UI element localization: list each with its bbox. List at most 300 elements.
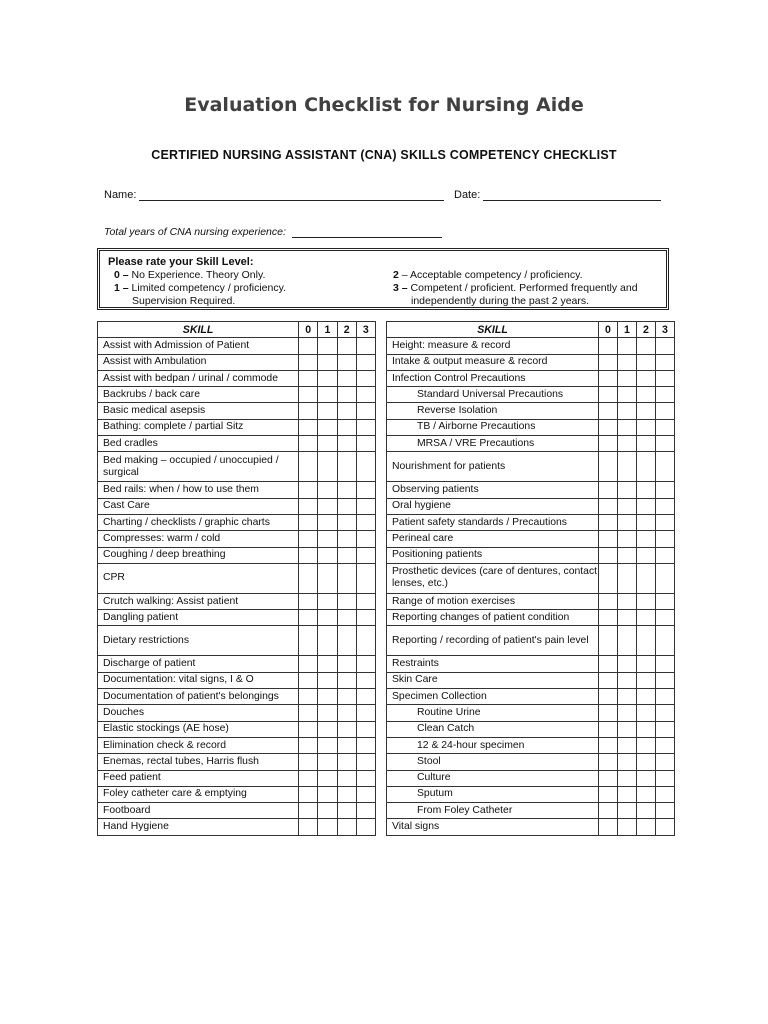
rating-cell-2[interactable] xyxy=(637,610,656,626)
table-row xyxy=(387,786,675,802)
rating-cell-1[interactable] xyxy=(618,770,637,786)
table-row xyxy=(387,419,675,435)
rating-cell-3[interactable] xyxy=(656,689,675,705)
skill-cell: Coughing / deep breathing xyxy=(98,547,299,563)
table-row xyxy=(98,737,376,753)
rating-level-1-note: Supervision Required. xyxy=(132,295,236,307)
rating-cell-2[interactable] xyxy=(337,610,356,626)
rating-cell-1[interactable] xyxy=(618,419,637,435)
rating-cell-1[interactable] xyxy=(618,689,637,705)
rating-cell-1[interactable] xyxy=(318,705,337,721)
rating-cell-0[interactable] xyxy=(299,338,318,354)
rating-cell-3[interactable] xyxy=(356,338,375,354)
rating-cell-0[interactable] xyxy=(299,370,318,386)
table-row xyxy=(98,803,376,819)
rating-cell-3[interactable] xyxy=(356,387,375,403)
table-row xyxy=(98,754,376,770)
table-row xyxy=(98,656,376,672)
rating-cell-1[interactable] xyxy=(618,721,637,737)
table-row xyxy=(98,819,376,835)
rating-cell-2[interactable] xyxy=(337,754,356,770)
experience-field[interactable] xyxy=(104,226,442,238)
rating-cell-1[interactable] xyxy=(318,770,337,786)
skill-cell: Reverse Isolation xyxy=(387,403,599,419)
rating-cell-1[interactable] xyxy=(618,531,637,547)
rating-legend xyxy=(97,248,669,310)
rating-cell-3[interactable] xyxy=(656,498,675,514)
rating-cell-2[interactable] xyxy=(637,786,656,802)
rating-cell-0[interactable] xyxy=(299,803,318,819)
document-title: Evaluation Checklist for Nursing Aide xyxy=(184,94,584,116)
skill-cell: Nourishment for patients xyxy=(387,452,599,482)
level-3-header: 3 xyxy=(656,322,675,338)
rating-cell-1[interactable] xyxy=(618,563,637,593)
skill-cell: Assist with bedpan / urinal / commode xyxy=(98,370,299,386)
rating-header: Please rate your Skill Level: xyxy=(108,256,254,268)
rating-cell-2[interactable] xyxy=(337,514,356,530)
rating-cell-1[interactable] xyxy=(618,403,637,419)
rating-cell-0[interactable] xyxy=(299,514,318,530)
rating-cell-3[interactable] xyxy=(656,626,675,656)
rating-cell-3[interactable] xyxy=(356,563,375,593)
experience-input-line[interactable] xyxy=(292,226,442,238)
rating-cell-2[interactable] xyxy=(637,403,656,419)
rating-cell-0[interactable] xyxy=(599,563,618,593)
rating-cell-0[interactable] xyxy=(299,563,318,593)
rating-cell-2[interactable] xyxy=(637,721,656,737)
rating-cell-1[interactable] xyxy=(318,482,337,498)
rating-cell-2[interactable] xyxy=(337,786,356,802)
rating-cell-0[interactable] xyxy=(299,754,318,770)
rating-cell-0[interactable] xyxy=(599,754,618,770)
rating-cell-3[interactable] xyxy=(356,672,375,688)
rating-cell-2[interactable] xyxy=(337,563,356,593)
rating-cell-1[interactable] xyxy=(618,338,637,354)
rating-cell-3[interactable] xyxy=(356,514,375,530)
rating-cell-0[interactable] xyxy=(299,482,318,498)
skill-cell: Skin Care xyxy=(387,672,599,688)
rating-cell-2[interactable] xyxy=(337,672,356,688)
rating-cell-2[interactable] xyxy=(337,803,356,819)
rating-cell-1[interactable] xyxy=(318,737,337,753)
rating-cell-0[interactable] xyxy=(599,626,618,656)
level-0-header: 0 xyxy=(599,322,618,338)
table-row xyxy=(98,626,376,656)
rating-cell-3[interactable] xyxy=(356,626,375,656)
rating-level-3-note: independently during the past 2 years. xyxy=(411,295,590,307)
skill-cell: Elastic stockings (AE hose) xyxy=(98,721,299,737)
skill-cell: Discharge of patient xyxy=(98,656,299,672)
rating-cell-1[interactable] xyxy=(618,786,637,802)
skill-cell: Clean Catch xyxy=(387,721,599,737)
table-row xyxy=(387,403,675,419)
rating-cell-3[interactable] xyxy=(356,721,375,737)
rating-cell-1[interactable] xyxy=(318,754,337,770)
rating-cell-2[interactable] xyxy=(337,354,356,370)
table-row xyxy=(98,387,376,403)
skill-cell: Elimination check & record xyxy=(98,737,299,753)
rating-cell-3[interactable] xyxy=(356,419,375,435)
rating-cell-2[interactable] xyxy=(637,452,656,482)
skill-column-header: SKILL xyxy=(387,322,599,338)
rating-cell-1[interactable] xyxy=(318,656,337,672)
rating-cell-1[interactable] xyxy=(318,626,337,656)
rating-cell-0[interactable] xyxy=(599,547,618,563)
rating-cell-1[interactable] xyxy=(618,705,637,721)
rating-cell-2[interactable] xyxy=(637,531,656,547)
rating-cell-0[interactable] xyxy=(599,338,618,354)
rating-cell-3[interactable] xyxy=(656,531,675,547)
rating-cell-2[interactable] xyxy=(637,387,656,403)
rating-cell-0[interactable] xyxy=(299,737,318,753)
skill-cell: Assist with Ambulation xyxy=(98,354,299,370)
rating-cell-0[interactable] xyxy=(599,656,618,672)
rating-cell-1[interactable] xyxy=(318,452,337,482)
rating-cell-1[interactable] xyxy=(618,354,637,370)
rating-cell-1[interactable] xyxy=(318,387,337,403)
rating-cell-1[interactable] xyxy=(318,786,337,802)
rating-cell-3[interactable] xyxy=(356,803,375,819)
skill-cell: Specimen Collection xyxy=(387,689,599,705)
rating-cell-3[interactable] xyxy=(656,610,675,626)
rating-cell-3[interactable] xyxy=(356,737,375,753)
rating-cell-0[interactable] xyxy=(599,498,618,514)
rating-cell-1[interactable] xyxy=(318,819,337,835)
rating-cell-2[interactable] xyxy=(337,387,356,403)
rating-cell-0[interactable] xyxy=(599,531,618,547)
table-row xyxy=(387,689,675,705)
rating-cell-3[interactable] xyxy=(656,370,675,386)
rating-cell-2[interactable] xyxy=(337,626,356,656)
rating-cell-0[interactable] xyxy=(599,786,618,802)
rating-cell-2[interactable] xyxy=(637,737,656,753)
rating-cell-0[interactable] xyxy=(299,436,318,452)
rating-cell-2[interactable] xyxy=(637,354,656,370)
rating-cell-3[interactable] xyxy=(656,705,675,721)
rating-cell-2[interactable] xyxy=(637,754,656,770)
rating-cell-3[interactable] xyxy=(356,531,375,547)
rating-cell-3[interactable] xyxy=(356,705,375,721)
rating-cell-1[interactable] xyxy=(618,498,637,514)
rating-cell-1[interactable] xyxy=(318,803,337,819)
rating-cell-3[interactable] xyxy=(656,482,675,498)
table-row xyxy=(98,403,376,419)
skill-cell: Crutch walking: Assist patient xyxy=(98,593,299,609)
table-row xyxy=(387,737,675,753)
rating-cell-0[interactable] xyxy=(599,610,618,626)
rating-cell-0[interactable] xyxy=(299,498,318,514)
rating-cell-2[interactable] xyxy=(637,593,656,609)
rating-cell-1[interactable] xyxy=(318,593,337,609)
rating-cell-0[interactable] xyxy=(299,689,318,705)
rating-cell-3[interactable] xyxy=(656,672,675,688)
rating-cell-2[interactable] xyxy=(637,514,656,530)
skill-cell: Cast Care xyxy=(98,498,299,514)
skill-cell: Range of motion exercises xyxy=(387,593,599,609)
rating-cell-0[interactable] xyxy=(599,452,618,482)
rating-cell-2[interactable] xyxy=(637,338,656,354)
rating-cell-2[interactable] xyxy=(637,419,656,435)
rating-cell-2[interactable] xyxy=(637,803,656,819)
table-row xyxy=(98,436,376,452)
skill-cell: Observing patients xyxy=(387,482,599,498)
skill-cell: Compresses: warm / cold xyxy=(98,531,299,547)
rating-cell-2[interactable] xyxy=(337,819,356,835)
rating-cell-1[interactable] xyxy=(618,436,637,452)
table-row xyxy=(98,786,376,802)
rating-cell-2[interactable] xyxy=(337,338,356,354)
skill-cell: Positioning patients xyxy=(387,547,599,563)
table-row xyxy=(387,656,675,672)
rating-cell-2[interactable] xyxy=(637,370,656,386)
rating-cell-1[interactable] xyxy=(618,819,637,835)
rating-cell-1[interactable] xyxy=(618,482,637,498)
rating-cell-2[interactable] xyxy=(637,626,656,656)
rating-cell-1[interactable] xyxy=(618,593,637,609)
rating-cell-3[interactable] xyxy=(656,338,675,354)
rating-cell-2[interactable] xyxy=(337,498,356,514)
rating-cell-2[interactable] xyxy=(337,403,356,419)
rating-cell-1[interactable] xyxy=(618,803,637,819)
rating-cell-2[interactable] xyxy=(637,482,656,498)
rating-cell-2[interactable] xyxy=(337,656,356,672)
rating-cell-1[interactable] xyxy=(318,436,337,452)
rating-cell-1[interactable] xyxy=(618,672,637,688)
rating-cell-0[interactable] xyxy=(299,593,318,609)
rating-cell-3[interactable] xyxy=(356,436,375,452)
rating-cell-1[interactable] xyxy=(318,563,337,593)
rating-cell-2[interactable] xyxy=(637,547,656,563)
rating-cell-3[interactable] xyxy=(656,354,675,370)
rating-cell-3[interactable] xyxy=(356,354,375,370)
rating-cell-3[interactable] xyxy=(656,656,675,672)
experience-label: Total years of CNA nursing experience: xyxy=(104,226,286,238)
skill-cell: TB / Airborne Precautions xyxy=(387,419,599,435)
rating-cell-1[interactable] xyxy=(318,403,337,419)
rating-cell-0[interactable] xyxy=(299,656,318,672)
table-row xyxy=(387,482,675,498)
rating-cell-2[interactable] xyxy=(637,436,656,452)
rating-level-2: 2 – Acceptable competency / proficiency. xyxy=(393,269,583,281)
rating-cell-0[interactable] xyxy=(299,721,318,737)
rating-cell-2[interactable] xyxy=(637,498,656,514)
rating-cell-2[interactable] xyxy=(337,531,356,547)
skill-cell: Stool xyxy=(387,754,599,770)
rating-cell-0[interactable] xyxy=(299,547,318,563)
rating-cell-1[interactable] xyxy=(618,387,637,403)
rating-cell-0[interactable] xyxy=(299,387,318,403)
rating-cell-1[interactable] xyxy=(318,610,337,626)
rating-cell-3[interactable] xyxy=(356,689,375,705)
rating-cell-3[interactable] xyxy=(656,721,675,737)
date-input-line[interactable] xyxy=(483,189,661,201)
rating-cell-2[interactable] xyxy=(337,482,356,498)
rating-cell-1[interactable] xyxy=(618,626,637,656)
rating-cell-0[interactable] xyxy=(299,672,318,688)
rating-cell-3[interactable] xyxy=(656,819,675,835)
rating-cell-1[interactable] xyxy=(618,452,637,482)
rating-cell-0[interactable] xyxy=(599,689,618,705)
rating-cell-0[interactable] xyxy=(599,819,618,835)
rating-cell-1[interactable] xyxy=(318,531,337,547)
rating-cell-3[interactable] xyxy=(656,563,675,593)
rating-cell-0[interactable] xyxy=(599,482,618,498)
rating-cell-3[interactable] xyxy=(356,452,375,482)
rating-cell-0[interactable] xyxy=(299,354,318,370)
rating-cell-1[interactable] xyxy=(618,547,637,563)
rating-cell-0[interactable] xyxy=(599,672,618,688)
rating-cell-3[interactable] xyxy=(656,754,675,770)
rating-cell-2[interactable] xyxy=(637,672,656,688)
rating-cell-1[interactable] xyxy=(318,689,337,705)
rating-cell-2[interactable] xyxy=(637,563,656,593)
rating-cell-3[interactable] xyxy=(356,819,375,835)
rating-cell-0[interactable] xyxy=(599,514,618,530)
rating-cell-0[interactable] xyxy=(599,370,618,386)
rating-cell-0[interactable] xyxy=(599,403,618,419)
table-row xyxy=(98,689,376,705)
skill-cell: Perineal care xyxy=(387,531,599,547)
rating-cell-3[interactable] xyxy=(656,737,675,753)
rating-cell-3[interactable] xyxy=(356,610,375,626)
skill-cell: Culture xyxy=(387,770,599,786)
rating-cell-3[interactable] xyxy=(356,370,375,386)
skill-cell: Assist with Admission of Patient xyxy=(98,338,299,354)
rating-cell-2[interactable] xyxy=(337,593,356,609)
rating-cell-2[interactable] xyxy=(337,721,356,737)
rating-cell-0[interactable] xyxy=(599,354,618,370)
rating-cell-2[interactable] xyxy=(337,689,356,705)
name-label: Name: xyxy=(104,189,137,201)
rating-cell-3[interactable] xyxy=(356,482,375,498)
rating-cell-2[interactable] xyxy=(337,436,356,452)
table-header-row xyxy=(387,322,675,338)
skill-cell: Standard Universal Precautions xyxy=(387,387,599,403)
rating-cell-0[interactable] xyxy=(599,593,618,609)
skill-cell: Footboard xyxy=(98,803,299,819)
rating-cell-3[interactable] xyxy=(656,547,675,563)
rating-cell-2[interactable] xyxy=(637,770,656,786)
rating-cell-1[interactable] xyxy=(618,656,637,672)
rating-cell-0[interactable] xyxy=(599,705,618,721)
rating-cell-1[interactable] xyxy=(618,514,637,530)
skills-table-left xyxy=(97,321,376,836)
table-row xyxy=(98,370,376,386)
rating-cell-2[interactable] xyxy=(637,656,656,672)
rating-cell-3[interactable] xyxy=(656,514,675,530)
rating-cell-1[interactable] xyxy=(318,514,337,530)
table-row xyxy=(387,531,675,547)
rating-cell-3[interactable] xyxy=(656,803,675,819)
rating-cell-2[interactable] xyxy=(637,705,656,721)
rating-cell-1[interactable] xyxy=(318,419,337,435)
skill-cell: Reporting / recording of patient's pain level xyxy=(387,626,599,656)
rating-cell-2[interactable] xyxy=(337,547,356,563)
rating-cell-3[interactable] xyxy=(356,403,375,419)
rating-cell-1[interactable] xyxy=(318,354,337,370)
rating-cell-3[interactable] xyxy=(656,770,675,786)
rating-cell-2[interactable] xyxy=(337,370,356,386)
rating-cell-0[interactable] xyxy=(599,737,618,753)
rating-cell-3[interactable] xyxy=(656,452,675,482)
skill-cell: Douches xyxy=(98,705,299,721)
skill-cell: Sputum xyxy=(387,786,599,802)
rating-cell-3[interactable] xyxy=(356,770,375,786)
table-row xyxy=(98,498,376,514)
rating-cell-1[interactable] xyxy=(318,338,337,354)
rating-cell-3[interactable] xyxy=(656,387,675,403)
rating-cell-2[interactable] xyxy=(337,737,356,753)
rating-cell-0[interactable] xyxy=(299,403,318,419)
table-row xyxy=(387,754,675,770)
rating-cell-3[interactable] xyxy=(656,403,675,419)
rating-cell-0[interactable] xyxy=(299,819,318,835)
rating-cell-2[interactable] xyxy=(337,452,356,482)
rating-cell-2[interactable] xyxy=(637,819,656,835)
rating-cell-1[interactable] xyxy=(318,721,337,737)
rating-cell-3[interactable] xyxy=(656,786,675,802)
rating-cell-0[interactable] xyxy=(299,531,318,547)
rating-cell-0[interactable] xyxy=(299,626,318,656)
rating-cell-3[interactable] xyxy=(356,593,375,609)
level-2-header: 2 xyxy=(637,322,656,338)
rating-cell-1[interactable] xyxy=(618,754,637,770)
rating-cell-0[interactable] xyxy=(599,387,618,403)
rating-cell-3[interactable] xyxy=(656,593,675,609)
rating-cell-1[interactable] xyxy=(318,672,337,688)
rating-cell-3[interactable] xyxy=(656,419,675,435)
rating-cell-3[interactable] xyxy=(356,498,375,514)
rating-cell-1[interactable] xyxy=(318,547,337,563)
table-header-row xyxy=(98,322,376,338)
rating-cell-2[interactable] xyxy=(337,770,356,786)
skill-cell: Backrubs / back care xyxy=(98,387,299,403)
rating-cell-0[interactable] xyxy=(299,770,318,786)
table-row xyxy=(387,563,675,593)
rating-cell-0[interactable] xyxy=(599,721,618,737)
rating-cell-3[interactable] xyxy=(356,656,375,672)
date-field[interactable] xyxy=(454,189,661,201)
rating-cell-3[interactable] xyxy=(656,436,675,452)
rating-cell-1[interactable] xyxy=(618,370,637,386)
rating-cell-3[interactable] xyxy=(356,786,375,802)
rating-cell-1[interactable] xyxy=(618,737,637,753)
rating-cell-0[interactable] xyxy=(299,705,318,721)
rating-cell-1[interactable] xyxy=(318,498,337,514)
rating-cell-1[interactable] xyxy=(618,610,637,626)
level-1-header: 1 xyxy=(318,322,337,338)
rating-cell-1[interactable] xyxy=(318,370,337,386)
name-field[interactable] xyxy=(104,189,444,201)
rating-cell-0[interactable] xyxy=(599,436,618,452)
rating-cell-3[interactable] xyxy=(356,754,375,770)
rating-cell-2[interactable] xyxy=(337,705,356,721)
name-input-line[interactable] xyxy=(139,189,444,201)
rating-cell-0[interactable] xyxy=(599,803,618,819)
rating-cell-3[interactable] xyxy=(356,547,375,563)
rating-cell-0[interactable] xyxy=(599,770,618,786)
rating-cell-2[interactable] xyxy=(337,419,356,435)
form-title: CERTIFIED NURSING ASSISTANT (CNA) SKILLS COMPETENCY CHECKLIST xyxy=(151,148,617,162)
rating-cell-0[interactable] xyxy=(299,610,318,626)
skill-cell: Infection Control Precautions xyxy=(387,370,599,386)
skill-cell: MRSA / VRE Precautions xyxy=(387,436,599,452)
rating-cell-0[interactable] xyxy=(299,452,318,482)
rating-cell-0[interactable] xyxy=(599,419,618,435)
rating-cell-0[interactable] xyxy=(299,419,318,435)
rating-cell-2[interactable] xyxy=(637,689,656,705)
rating-cell-0[interactable] xyxy=(299,786,318,802)
